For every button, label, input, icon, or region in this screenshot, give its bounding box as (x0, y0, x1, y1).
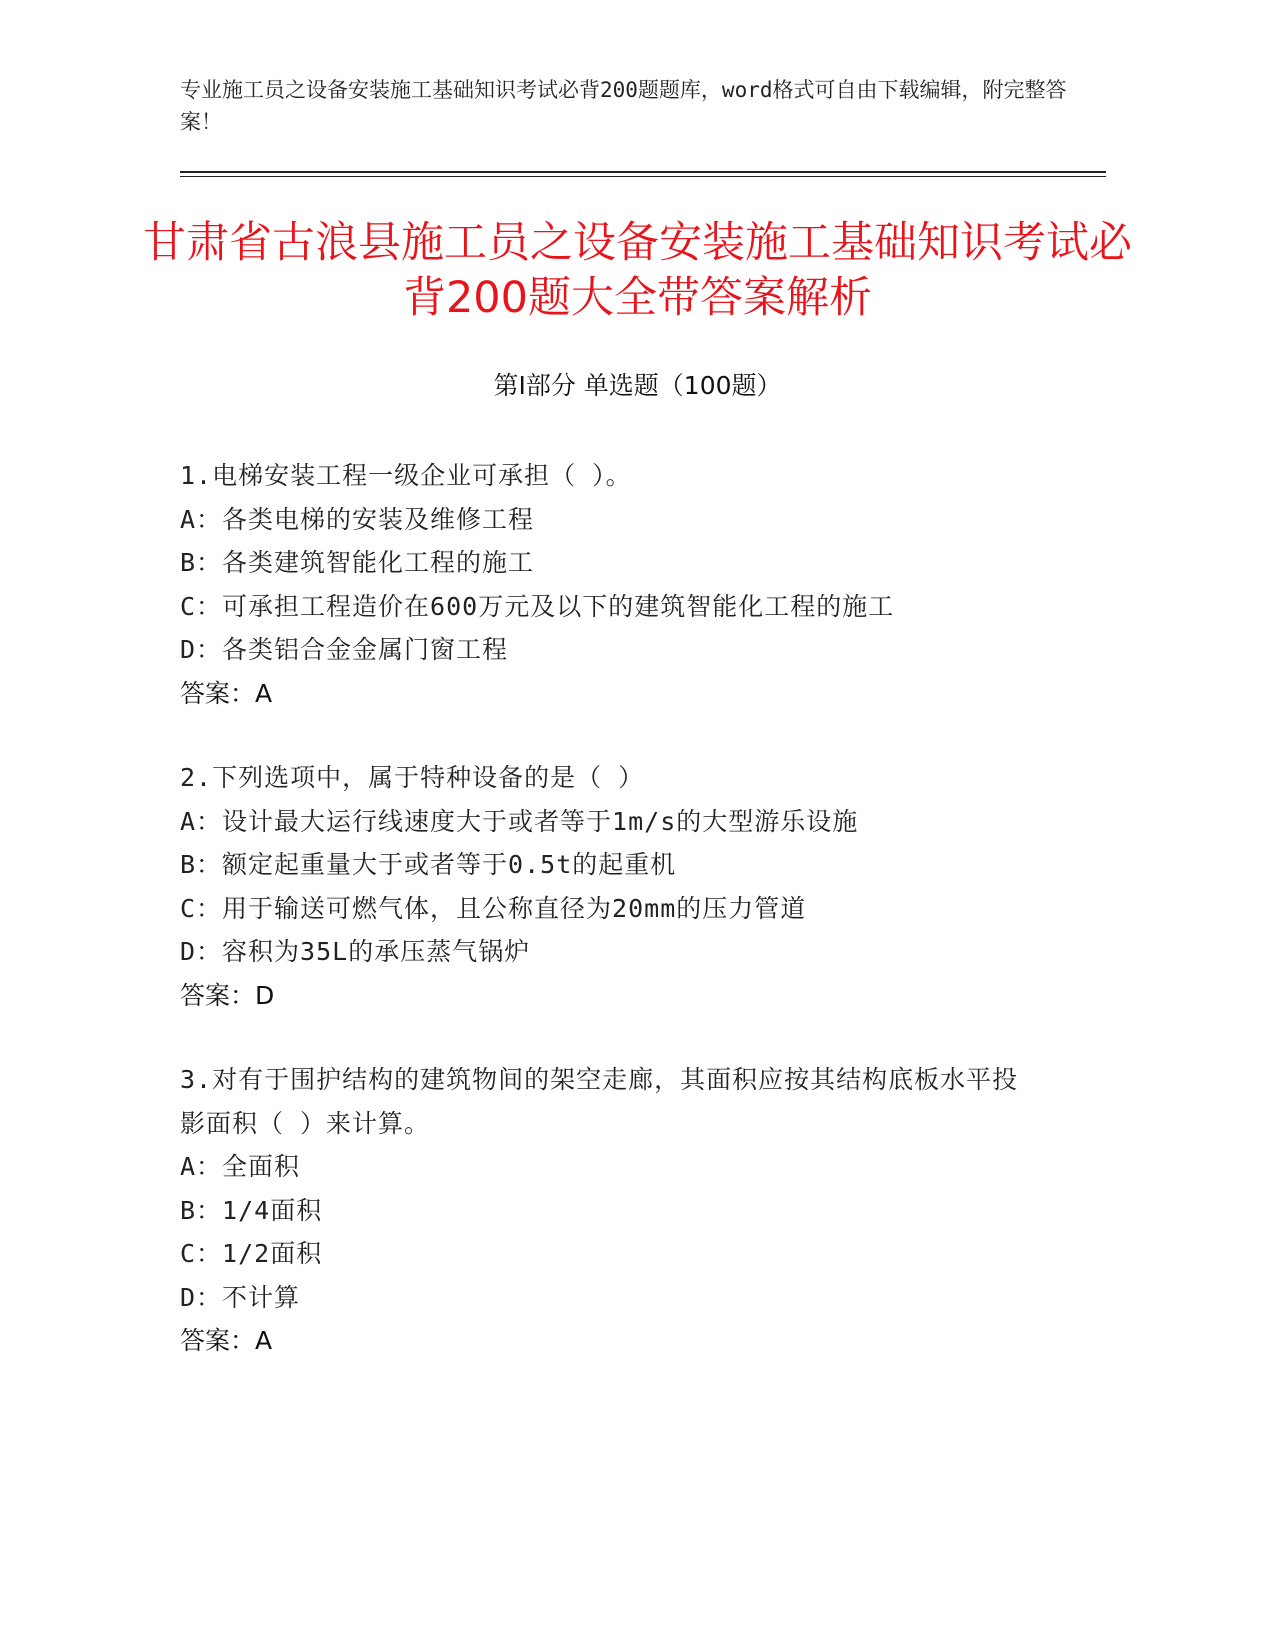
header-rule-thick (180, 171, 1106, 173)
question-stem: 3.对有于围护结构的建筑物间的架空走廊，其面积应按其结构底板水平投影面积（ ）来计算。 (180, 1065, 1019, 1138)
question-stem: 1.电梯安装工程一级企业可承担（ ）。 (180, 461, 632, 490)
question-list (180, 454, 1060, 1404)
question-2 (180, 756, 1060, 1017)
answer: 答案：A (180, 678, 273, 708)
question-3 (180, 1058, 1060, 1363)
question-1 (180, 454, 1060, 715)
option-c: C：可承担工程造价在600万元及以下的建筑智能化工程的施工 (180, 591, 895, 621)
option-b: B：各类建筑智能化工程的施工 (180, 548, 535, 577)
option-d: D：各类铝合金金属门窗工程 (180, 635, 509, 664)
option-a: A：全面积 (180, 1152, 301, 1181)
answer: 答案：D (180, 980, 275, 1010)
document-title: 甘肃省古浪县施工员之设备安装施工基础知识考试必背200题大全带答案解析 (143, 218, 1132, 323)
option-b: B：额定起重量大于或者等于0.5t的起重机 (180, 850, 677, 879)
question-stem: 2.下列选项中，属于特种设备的是（ ） (180, 763, 645, 792)
option-b: B：1/4面积 (180, 1195, 323, 1225)
section-title: 第I部分 单选题（100题） (493, 371, 782, 400)
option-c: C：用于输送可燃气体，且公称直径为20mm的压力管道 (180, 893, 807, 923)
header-note: 专业施工员之设备安装施工基础知识考试必背200题题库，word格式可自由下载编辑，附完整答案！ (180, 78, 1067, 134)
answer: 答案：A (180, 1326, 273, 1355)
option-a: A：设计最大运行线速度大于或者等于1m/s的大型游乐设施 (180, 806, 859, 836)
option-a: A：各类电梯的安装及维修工程 (180, 504, 535, 534)
option-d: D：容积为35L的承压蒸气锅炉 (180, 937, 531, 966)
header-rule-thin (180, 176, 1106, 177)
option-c: C：1/2面积 (180, 1239, 323, 1268)
option-d: D：不计算 (180, 1282, 301, 1312)
